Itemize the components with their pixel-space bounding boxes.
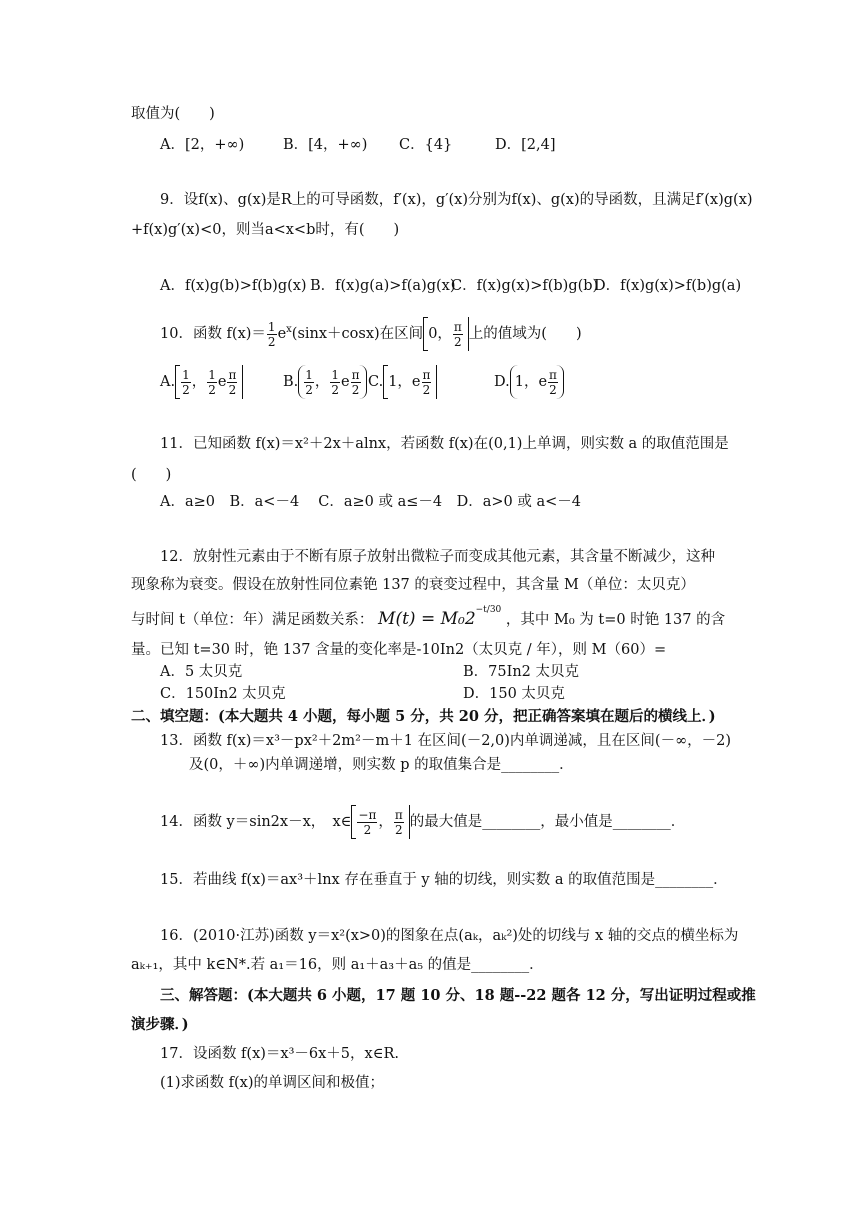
q10-pi: π	[453, 319, 462, 334]
q10-stem-e: e	[277, 326, 287, 342]
q10-option-d-label: D.	[494, 374, 510, 390]
q8-option-a: A．[2，+∞)	[160, 137, 245, 153]
q10-option-d-interval: 1，e $\frac{\pi}{2}$	[510, 365, 564, 399]
q8-option-d: D．[2,4]	[495, 137, 556, 153]
q9-stem-line2: +f(x)g′(x)<0，则当a<x<b时，有( )	[131, 222, 400, 238]
q13-stem-line2: 及(0，＋∞)内单调递增，则实数 p 的取值集合是________．	[189, 757, 574, 773]
q17-stem-line1: 17．设函数 f(x)＝x³－6x＋5，x∈R.	[160, 1046, 399, 1062]
q10-option-b	[283, 362, 367, 402]
q11-options: A．a≥0 B．a<－4 C．a≥0 或 a≤－4 D．a>0 或 a<－4	[160, 494, 582, 510]
q12-line3b: ，其中 M₀ 为 t=0 时铯 137 的含	[505, 612, 726, 628]
q12-option-b: B．75In2 太贝克	[463, 664, 580, 680]
q12-stem-line2: 现象称为衰变。假设在放射性同位素铯 137 的衰变过程中，其含量 M（单位：太贝克）	[131, 577, 695, 593]
q10-stem-d: 上的值域为( )	[468, 326, 582, 342]
q9-option-c: C．f(x)g(x)>f(b)g(b)	[451, 278, 599, 294]
q9-stem-line1: 9．设f(x)、g(x)是R上的可导函数，f′(x)，g′(x)分别为f(x)、g(x)的导函数，且满足f′(x)g(x)	[160, 192, 753, 208]
q12-exponent: −t/30	[475, 605, 502, 616]
q12-line3a: 与时间 t（单位：年）满足函数关系：	[131, 612, 374, 628]
q8-option-c: C．{4}	[399, 137, 453, 153]
q10-interval-pi-half	[453, 320, 463, 349]
section3-heading-line2: 演步骤．)	[131, 1016, 189, 1033]
q16-stem-line1: 16．(2010·江苏)函数 y＝x²(x>0)的图象在点(aₖ，aₖ²)处的切线与 x 轴的交点的横坐标为	[160, 928, 739, 944]
q13-stem-line1: 13．函数 f(x)＝x³－px²＋2m²－m＋1 在区间(－2,0)内单调递减，且在区间(－∞，－2)	[160, 733, 732, 749]
q12-stem-line4: 量。已知 t=30 时，铯 137 含量的变化率是-10In2（太贝克 / 年），则 M（60）=	[131, 642, 667, 658]
q12-formula: M(t) = M₀2	[378, 609, 476, 629]
q9-option-a: A．f(x)g(b)>f(b)g(x)	[160, 278, 307, 294]
q12-option-d: D．150 太贝克	[463, 686, 565, 702]
q10-half-den: 2	[267, 334, 276, 349]
section3-heading-line1: 三、解答题：(本大题共 6 小题，17 题 10 分、18 题--22 题各 12 分，写出证明过程或推	[160, 987, 756, 1004]
q8-stem-tail: 取值为( )	[131, 106, 215, 122]
q12-stem-line3	[131, 604, 725, 634]
q14-stem-a: 14．函数 y＝sin2x－x， x∈	[160, 814, 352, 830]
q8-option-b: B．[4，+∞)	[283, 137, 368, 153]
q10-stem	[160, 314, 582, 354]
q14-stem-b: 的最大值是________，最小值是________．	[409, 814, 686, 830]
q14-stem	[160, 802, 685, 842]
q12-stem-line1: 12．放射性元素由于不断有原子放射出微粒子而变成其他元素，其含量不断减少，这种	[160, 549, 715, 565]
q10-stem-a: 10．函数 f(x)＝	[160, 326, 266, 342]
q10-half-fraction	[267, 320, 277, 349]
q12-option-a: A．5 太贝克	[160, 664, 243, 680]
q9-option-b: B．f(x)g(a)>f(a)g(x)	[310, 278, 456, 294]
q15-stem: 15．若曲线 f(x)＝ax³＋lnx 存在垂直于 y 轴的切线，则实数 a 的取值范围是________．	[160, 872, 728, 888]
q9-option-d: D．f(x)g(x)>f(b)g(a)	[594, 278, 742, 294]
q10-option-c-label: C.	[368, 374, 384, 390]
q10-option-a-interval: $\frac{1}{2}$ ， $\frac{1}{2}$ e $\frac{\pi}{2}$	[175, 365, 243, 399]
q11-stem-line1: 11．已知函数 f(x)＝x²＋2x＋alnx，若函数 f(x)在(0,1)上单调，则实数 a 的取值范围是	[160, 436, 729, 452]
section2-heading: 二、填空题：(本大题共 4 小题，每小题 5 分，共 20 分，把正确答案填在题后的横线上．)	[131, 708, 716, 725]
q16-stem-line2: aₖ₊₁，其中 k∈N*.若 a₁＝16，则 a₁＋a₃＋a₅ 的值是________．	[131, 957, 544, 973]
q11-stem-line2: ( )	[131, 467, 172, 483]
q10-option-b-interval: $\frac{1}{2}$ ， $\frac{1}{2}$ e $\frac{\pi}{2}$	[298, 365, 366, 399]
q10-domain-interval	[423, 317, 469, 351]
q10-interval-zero: 0，	[428, 326, 452, 342]
q10-stem-c: (sinx＋cosx)在区间	[291, 326, 424, 342]
q10-option-d	[494, 362, 564, 402]
q10-exp-x: x	[286, 324, 292, 336]
q10-option-c-interval: 1，e $\frac{\pi}{2}$	[383, 365, 437, 399]
q17-stem-line2: (1)求函数 f(x)的单调区间和极值；	[160, 1075, 385, 1091]
q10-option-c	[368, 362, 437, 402]
q12-option-c: C．150In2 太贝克	[160, 686, 286, 702]
q10-option-a-label: A.	[160, 374, 176, 390]
q10-option-a	[160, 362, 243, 402]
q14-domain-interval: $\frac{-\pi}{2}$ ， $\frac{\pi}{2}$	[351, 805, 409, 839]
q10-two: 2	[454, 334, 462, 349]
q10-half-num: 1	[267, 319, 276, 334]
q10-option-b-label: B.	[283, 374, 299, 390]
